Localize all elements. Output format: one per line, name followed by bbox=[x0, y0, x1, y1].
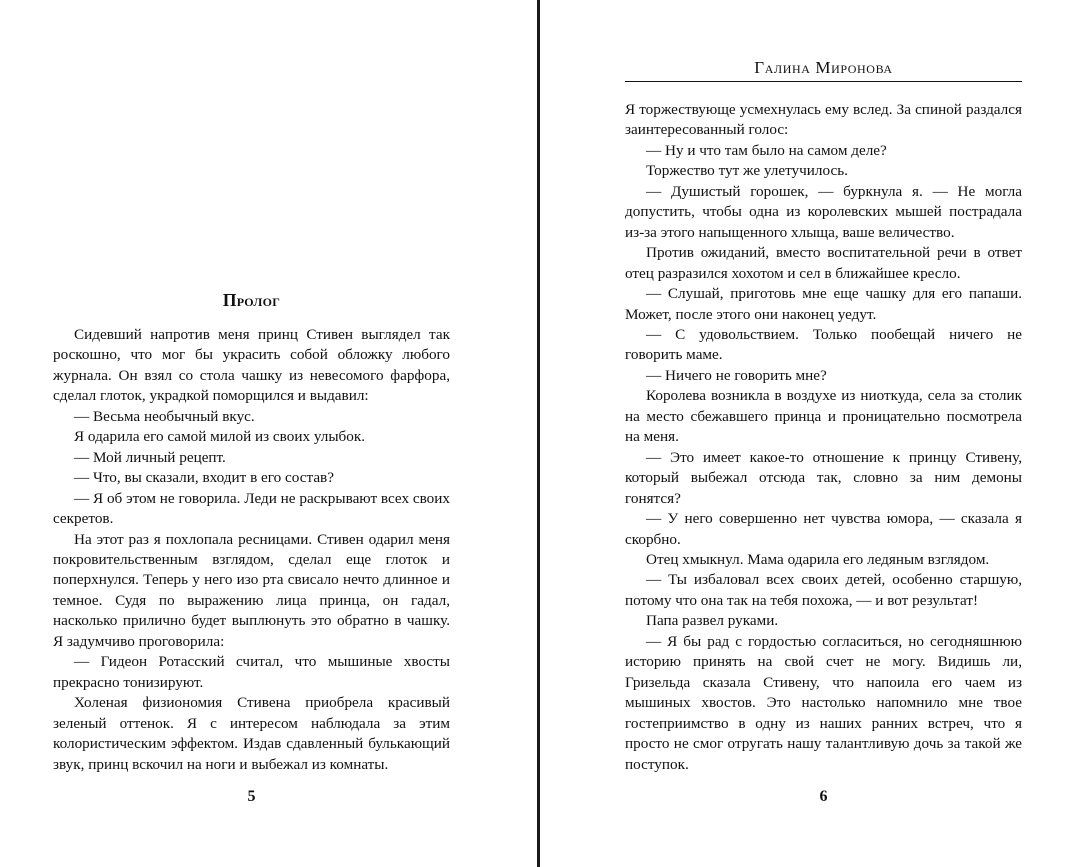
left-page bbox=[53, 0, 450, 867]
book-spine bbox=[537, 0, 540, 867]
paragraph: Папа развел руками. bbox=[646, 612, 779, 630]
continued-paragraph: Я торжествующе усмехнулась ему вслед. За спиной раздался заинтересованный голос: bbox=[625, 101, 1022, 139]
page-number-left: 5 bbox=[247, 788, 256, 805]
paragraph: Холеная физиономия Стивена приобрела красивый зеленый оттенок. Я с интересом наблюдала за этим колористическим эффектом. Издав сдавленный булькающий звук, принц вскочил на ноги и выбежал из комнаты. bbox=[53, 694, 450, 773]
paragraph: — Я об этом не говорила. Леди не раскрывают всех своих секретов. bbox=[53, 489, 450, 528]
page-number-right: 6 bbox=[819, 788, 828, 805]
paragraph: — Слушай, приготовь мне еще чашку для его папаши. Может, после этого они наконец уедут. bbox=[625, 285, 1022, 323]
paragraph: — С удовольствием. Только пообещай ничего не говорить маме. bbox=[625, 325, 1022, 364]
paragraph: Торжество тут же улетучилось. bbox=[646, 162, 848, 180]
paragraph: Сидевший напротив меня принц Стивен выглядел так роскошно, что мог бы украсить собой обложку любого журнала. Он взял со стола чашку из невесомого фарфора, сделал глоток, украдкой поморщился и выдавил: bbox=[53, 326, 450, 405]
paragraph: — Ничего не говорить мне? bbox=[646, 366, 827, 384]
paragraph: Королева возникла в воздухе из ниоткуда, села за столик на место сбежавшего принца и проницательно посмотрела на меня. bbox=[625, 387, 1022, 446]
paragraph: Отец хмыкнул. Мама одарила его ледяным взглядом. bbox=[646, 550, 990, 568]
paragraph: — Я бы рад с гордостью согласиться, но сегодняшнюю историю принять на свой счет не могу. Видишь ли, Гризельда сказала Стивену, что напоила его чаем из мышиных хвостов. Это настолько напомнило мне твое гостеприимство в одну из наших ранних встреч, что я просто не смог отругать нашу талантливую дочь за такой же поступок. bbox=[625, 632, 1022, 773]
paragraph: — У него совершенно нет чувства юмора, — сказала я скорбно. bbox=[625, 510, 1022, 548]
paragraph: — Ты избаловал всех своих детей, особенно старшую, потому что она так на тебя похожа, — и вот результат! bbox=[625, 571, 1022, 609]
right-page-text bbox=[625, 100, 1022, 775]
paragraph: — Мой личный рецепт. bbox=[74, 448, 226, 466]
running-head-author: Галина Миронова bbox=[754, 58, 893, 77]
paragraph: — Гидеон Ротасский считал, что мышиные хвосты прекрасно тонизируют. bbox=[53, 653, 450, 691]
header-rule bbox=[625, 81, 1022, 82]
left-page-text bbox=[53, 325, 450, 775]
paragraph: На этот раз я похлопала ресницами. Стивен одарил меня покровительственным взглядом, сделал еще глоток и поперхнулся. Теперь у него изо рта свисало нечто длинное и темное. Судя по выражению лица принца, он гадал, насколько прилично будет выплюнуть это обратно в чашку. Я задумчиво проговорила: bbox=[53, 530, 450, 650]
right-page bbox=[625, 0, 1022, 867]
chapter-title: Пролог bbox=[222, 290, 281, 310]
paragraph: — Что, вы сказали, входит в его состав? bbox=[74, 469, 334, 487]
paragraph: Против ожиданий, вместо воспитательной речи в ответ отец разразился хохотом и сел в ближайшее кресло. bbox=[625, 244, 1022, 282]
paragraph: — Душистый горошек, — буркнула я. — Не могла допустить, чтобы одна из королевских мышей пострадала из-за этого напыщенного хлыща, ваше величество. bbox=[625, 182, 1022, 241]
paragraph: — Ну и что там было на самом деле? bbox=[646, 141, 887, 159]
paragraph: — Весьма необычный вкус. bbox=[74, 407, 255, 425]
paragraph: Я одарила его самой милой из своих улыбок. bbox=[74, 428, 366, 446]
paragraph: — Это имеет какое-то отношение к принцу Стивену, который выбежал отсюда так, словно за ним демоны гонятся? bbox=[625, 448, 1022, 507]
